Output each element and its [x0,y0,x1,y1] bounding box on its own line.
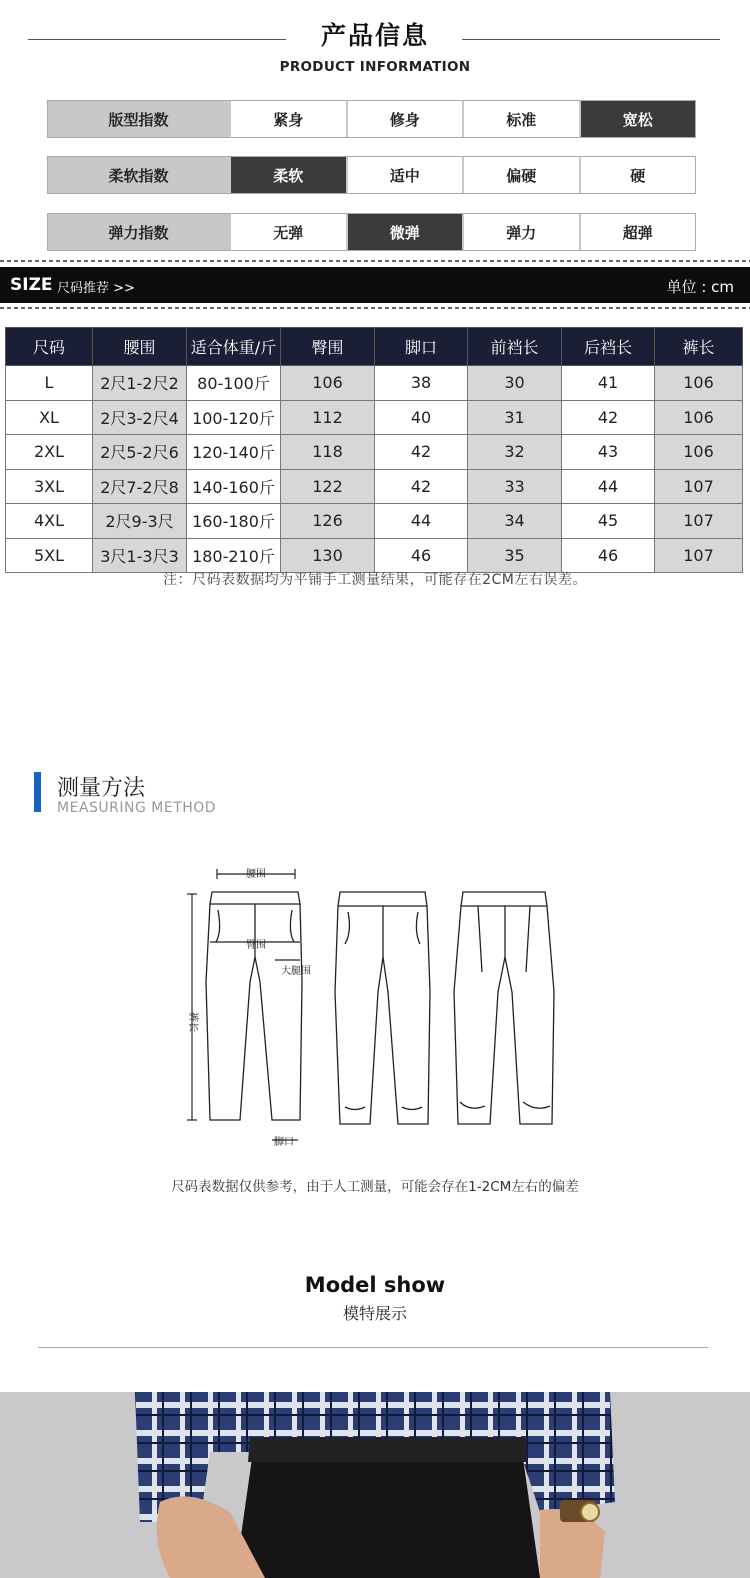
waist-label: 腰围 [246,869,266,880]
table-cell: 35 [468,538,562,573]
table-cell: 41 [562,366,655,401]
table-cell: 140-160斤 [187,469,281,504]
table-cell: 126 [281,504,375,539]
column-header: 适合体重/斤 [187,328,281,366]
table-cell: 43 [562,435,655,470]
table-cell: 118 [281,435,375,470]
table-cell: 106 [655,366,743,401]
thigh-label: 大腿围 [281,966,311,977]
table-cell: 40 [375,400,468,435]
table-cell: 122 [281,469,375,504]
table-cell: 34 [468,504,562,539]
table-cell: 5XL [6,538,93,573]
measuring-subtitle: MEASURING METHOD [57,800,217,816]
table-cell: 106 [655,435,743,470]
table-row [6,366,743,401]
pants-pleated-illustration [454,892,554,1124]
table-cell: 42 [375,435,468,470]
softness-option: 适中 [346,157,463,193]
size-band [0,267,750,303]
table-cell: 112 [281,400,375,435]
table-cell: 46 [375,538,468,573]
elasticity-option: 无弹 [229,214,346,250]
table-cell: 107 [655,538,743,573]
model-photo [0,1392,750,1578]
size-recommend-bar [0,258,750,312]
column-header: 前裆长 [468,328,562,366]
table-cell: 42 [562,400,655,435]
size-label: SIZE [10,275,53,295]
hip-label: 臀围 [246,940,266,951]
table-row [6,435,743,470]
size-recommend-label: 尺码推荐 >> [57,281,135,296]
table-cell: 30 [468,366,562,401]
table-cell: 42 [375,469,468,504]
pants-side-illustration [335,892,430,1124]
elasticity-option: 超弹 [579,214,696,250]
column-header: 裤长 [655,328,743,366]
fit-option: 修身 [346,101,463,137]
table-cell: 38 [375,366,468,401]
elasticity-option: 弹力 [462,214,579,250]
softness-option: 硬 [579,157,696,193]
table-cell: 33 [468,469,562,504]
table-cell: 2尺1-2尺2 [93,366,187,401]
column-header: 脚口 [375,328,468,366]
table-row [6,504,743,539]
table-cell: 44 [562,469,655,504]
dash-rule [0,260,750,262]
elasticity-option: 微弹 [346,214,463,250]
pants-diagram [180,862,570,1162]
fit-option: 标准 [462,101,579,137]
hem-label: 脚口 [274,1137,294,1148]
table-cell: 80-100斤 [187,366,281,401]
softness-option: 柔软 [229,157,346,193]
table-cell: 2尺7-2尺8 [93,469,187,504]
table-cell: 3XL [6,469,93,504]
elasticity-index-row [47,213,696,251]
table-cell: L [6,366,93,401]
table-row [6,400,743,435]
table-cell: 2尺9-3尺 [93,504,187,539]
table-cell: 46 [562,538,655,573]
table-cell: 180-210斤 [187,538,281,573]
table-row [6,538,743,573]
column-header: 后裆长 [562,328,655,366]
measuring-note: 尺码表数据仅供参考，由于人工测量，可能会存在1-2CM左右的偏差 [171,1179,579,1195]
table-cell: 44 [375,504,468,539]
size-table-note: 注：尺码表数据均为平铺手工测量结果，可能存在2CM左右误差。 [163,572,587,588]
measuring-title: 测量方法 [57,776,146,801]
unit-label: 单位 : cm [666,278,734,296]
column-header: 尺码 [6,328,93,366]
section-accent-bar [34,772,41,812]
table-cell: 107 [655,469,743,504]
table-cell: 2尺5-2尺6 [93,435,187,470]
table-cell: 4XL [6,504,93,539]
table-cell: 2尺3-2尺4 [93,400,187,435]
pants-front-illustration [206,892,302,1120]
table-cell: 106 [655,400,743,435]
elasticity-index-label: 弹力指数 [48,214,229,250]
column-header: 臀围 [281,328,375,366]
size-table [5,327,743,573]
model-photo-illustration [0,1392,750,1578]
dash-rule [0,307,750,309]
fit-option: 紧身 [229,101,346,137]
table-cell: 31 [468,400,562,435]
column-header: 腰围 [93,328,187,366]
table-row [6,469,743,504]
page-subtitle: PRODUCT INFORMATION [279,59,471,75]
table-cell: 106 [281,366,375,401]
fit-index-label: 版型指数 [48,101,229,137]
softness-option: 偏硬 [462,157,579,193]
table-cell: 3尺1-3尺3 [93,538,187,573]
page-title: 产品信息 [320,21,429,50]
table-cell: 160-180斤 [187,504,281,539]
divider [38,1347,708,1348]
softness-index-row [47,156,696,194]
table-header-row [6,328,743,366]
table-cell: 45 [562,504,655,539]
table-cell: 130 [281,538,375,573]
fit-index-row [47,100,696,138]
model-title: Model show [304,1273,446,1297]
table-cell: 2XL [6,435,93,470]
softness-index-label: 柔软指数 [48,157,229,193]
table-cell: 32 [468,435,562,470]
fit-option: 宽松 [579,101,696,137]
model-subtitle: 模特展示 [342,1304,407,1323]
table-cell: 120-140斤 [187,435,281,470]
table-cell: 100-120斤 [187,400,281,435]
table-cell: XL [6,400,93,435]
length-label: 裤长 [187,1012,198,1032]
table-cell: 107 [655,504,743,539]
measure-guides [187,869,300,1140]
